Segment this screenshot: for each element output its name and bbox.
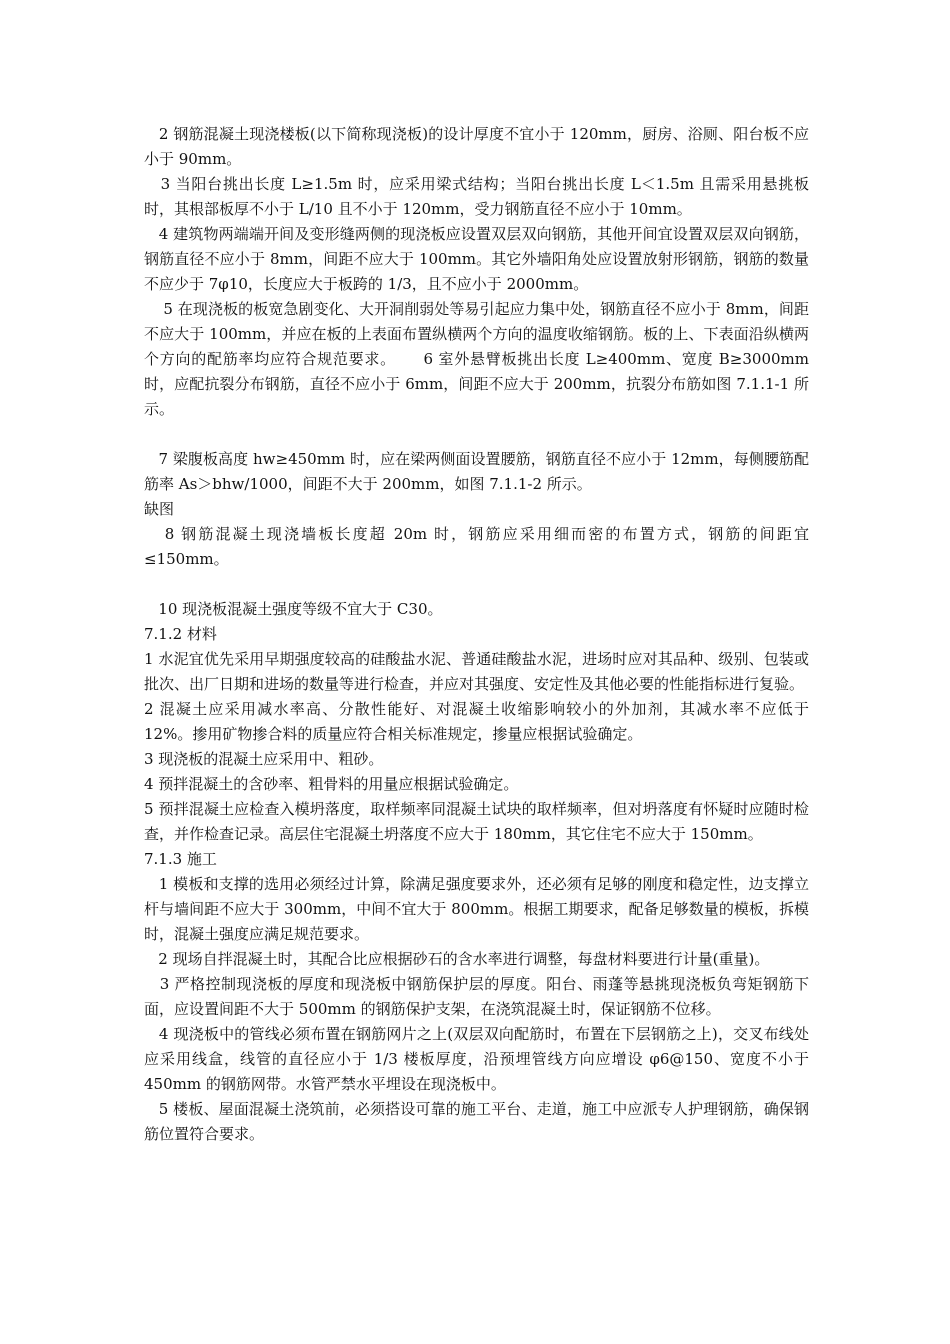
materials-item-4: 4 预拌混凝土的含砂率、粗骨料的用量应根据试验确定。: [144, 775, 519, 793]
construction-item-3: 3 严格控制现浇板的厚度和现浇板中钢筋保护层的厚度。阳台、雨蓬等悬挑现浇板负弯矩钢筋下面，应设置间距不大于 500mm 的钢筋保护支架，在浇筑混凝土时，保证钢筋不位移。: [144, 975, 809, 1018]
paragraph-3-balcony: 3 当阳台挑出长度 L≥1.5m 时，应采用梁式结构；当阳台挑出长度 L＜1.5m 且需采用悬挑板时，其根部板厚不小于 L/10 且不小于 120mm，受力钢筋直径不应小于 10mm。: [144, 175, 809, 218]
blank-line: [144, 572, 809, 597]
paragraph-2-slab-thickness: 2 钢筋混凝土现浇楼板(以下简称现浇板)的设计厚度不宜小于 120mm，厨房、浴厕、阳台板不应小于 90mm。: [144, 125, 809, 168]
section-heading-materials: 7.1.2 材料: [144, 625, 217, 643]
construction-item-4: 4 现浇板中的管线必须布置在钢筋网片之上(双层双向配筋时，布置在下层钢筋之上)，交叉布线处应采用线盒，线管的直径应小于 1/3 楼板厚度，沿预埋管线方向应增设 φ6@150、宽度不小于 450mm 的钢筋网带。水管严禁水平埋设在现浇板中。: [144, 1025, 809, 1093]
materials-item-2: 2 混凝土应采用减水率高、分散性能好、对混凝土收缩影响较小的外加剂，其减水率不应低于 12%。掺用矿物掺合料的质量应符合相关标准规定，掺量应根据试验确定。: [144, 700, 809, 743]
paragraph-5-6-stress-concentration: 5 在现浇板的板宽急剧变化、大开洞削弱处等易引起应力集中处，钢筋直径不应小于 8mm，间距不应大于 100mm，并应在板的上表面布置纵横两个方向的温度收缩钢筋。板的上、下表面沿纵横两个方向的配筋率均应符合规范要求。 6 室外悬臂板挑出长度 L≥400mm、宽度 B≥3000mm 时，应配抗裂分布钢筋，直径不应小于 6mm，间距不应大于 200mm，抗裂分布筋如图 7.1.1-1 所示。: [144, 300, 809, 418]
paragraph-7-web-bars: 7 梁腹板高度 hw≥450mm 时，应在梁两侧面设置腰筋，钢筋直径不应小于 12mm，每侧腰筋配筋率 As＞bhw/1000，间距不大于 200mm，如图 7.1.1-2 所示。: [144, 450, 809, 493]
materials-item-3: 3 现浇板的混凝土应采用中、粗砂。: [144, 750, 384, 768]
blank-line: [144, 422, 809, 447]
materials-item-5: 5 预拌混凝土应检查入模坍落度，取样频率同混凝土试块的取样频率，但对坍落度有怀疑时应随时检查，并作检查记录。高层住宅混凝土坍落度不应大于 180mm，其它住宅不应大于 150mm。: [144, 800, 809, 843]
section-heading-construction: 7.1.3 施工: [144, 850, 217, 868]
paragraph-4-end-bays: 4 建筑物两端端开间及变形缝两侧的现浇板应设置双层双向钢筋，其他开间宜设置双层双向钢筋，钢筋直径不应小于 8mm，间距不应大于 100mm。其它外墙阳角处应设置放射形钢筋，钢筋的数量不应少于 7φ10，长度应大于板跨的 1/3，且不应小于 2000mm。: [144, 225, 809, 293]
paragraph-10-concrete-grade: 10 现浇板混凝土强度等级不宜大于 C30。: [144, 600, 443, 618]
construction-item-1: 1 模板和支撑的选用必须经过计算，除满足强度要求外，还必须有足够的刚度和稳定性，边支撑立杆与墙间距不应大于 300mm，中间不宜大于 800mm。根据工期要求，配备足够数量的模板，拆模时，混凝土强度应满足规范要求。: [144, 875, 809, 943]
paragraph-8-wall-panels: 8 钢筋混凝土现浇墙板长度超 20m 时，钢筋应采用细而密的布置方式，钢筋的间距宜≤150mm。: [144, 525, 809, 568]
construction-item-5: 5 楼板、屋面混凝土浇筑前，必须搭设可靠的施工平台、走道，施工中应派专人护理钢筋，确保钢筋位置符合要求。: [144, 1100, 809, 1143]
document-body: [144, 122, 809, 1147]
construction-item-2: 2 现场自拌混凝土时，其配合比应根据砂石的含水率进行调整，每盘材料要进行计量(重量)。: [144, 950, 770, 968]
materials-item-1: 1 水泥宜优先采用早期强度较高的硅酸盐水泥、普通硅酸盐水泥，进场时应对其品种、级别、包装或批次、出厂日期和进场的数量等进行检查，并应对其强度、安定性及其他必要的性能指标进行复验。: [144, 650, 809, 693]
missing-figure-note: 缺图: [144, 500, 175, 518]
